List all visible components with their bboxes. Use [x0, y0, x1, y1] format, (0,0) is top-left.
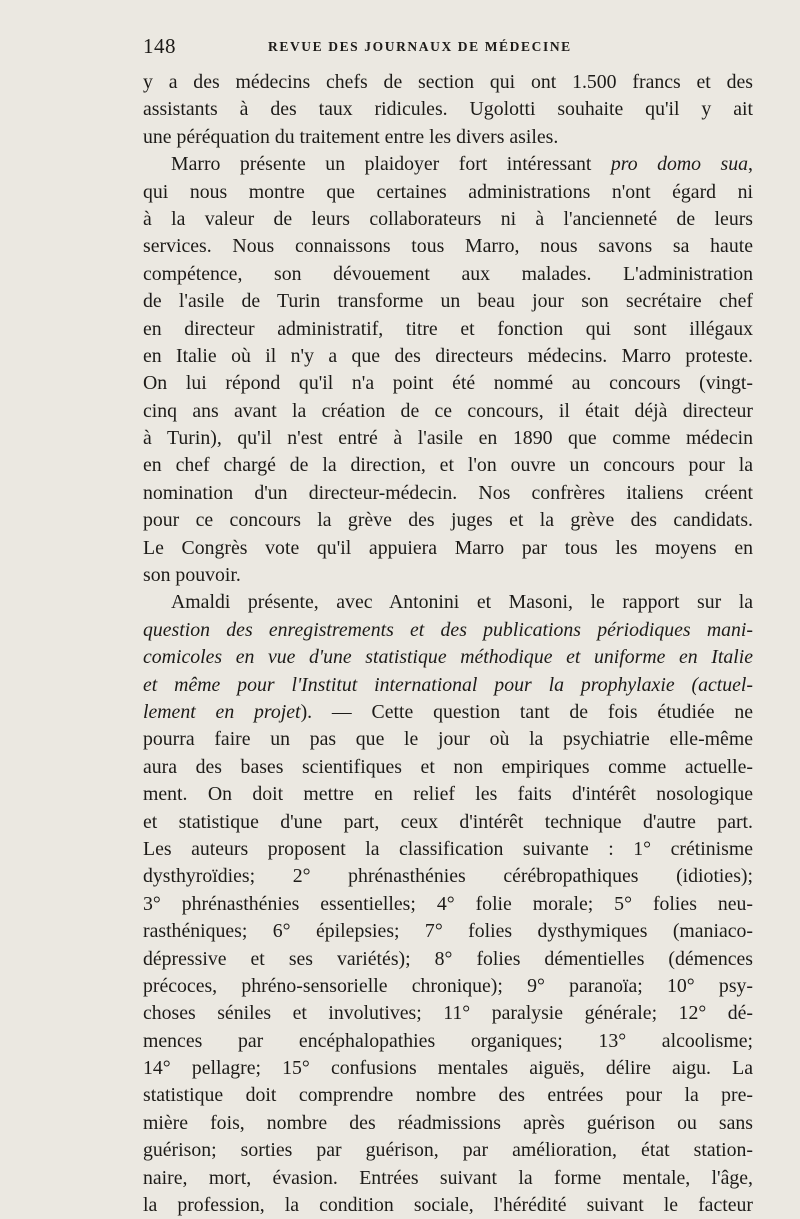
line-text: Les auteurs proposent la classification suivante : 1° crétinisme: [143, 837, 753, 860]
line-text: en chef chargé de la direction, et l'on ouvre un concours pour la: [143, 454, 753, 477]
page-header: [143, 34, 753, 62]
line-text: 3° phrénasthénies essentielles; 4° folie morale; 5° folies neu-: [143, 892, 753, 915]
text-line: [143, 206, 753, 233]
text-line: [143, 1000, 753, 1027]
page-number: 148: [143, 34, 176, 58]
text-line: [143, 480, 753, 507]
text-line: [143, 946, 753, 973]
line-text: en directeur administratif, titre et fonction qui sont illégaux: [143, 317, 753, 340]
text-line: [143, 617, 753, 644]
line-text: à Turin), qu'il n'est entré à l'asile en 1890 que comme médecin: [143, 427, 753, 450]
line-emphasis: pro domo sua: [610, 153, 749, 176]
line-text: choses séniles et involutives; 11° paralysie générale; 12° dé-: [143, 1002, 753, 1025]
line-text: la profession, la condition sociale, l'hérédité suivant le facteur: [143, 1194, 753, 1217]
text-line: [143, 644, 753, 671]
text-line: [143, 781, 753, 808]
text-line: [143, 96, 753, 123]
text-line: [143, 1110, 753, 1137]
line-text: guérison; sorties par guérison, par amélioration, état station-: [143, 1139, 753, 1162]
line-text: dépressive et ses variétés); 8° folies démentielles (démences: [143, 947, 753, 970]
text-line: [143, 343, 753, 370]
line-text-after: ). — Cette question tant de fois étudiée ne: [300, 700, 753, 723]
text-line: [143, 1165, 753, 1192]
text-line: [143, 672, 753, 699]
text-line: [143, 1137, 753, 1164]
text-line: [143, 151, 753, 178]
line-text: aura des bases scientifiques et non empiriques comme actuelle-: [143, 755, 753, 778]
text-line: [143, 562, 753, 589]
line-text: Amaldi présente, avec Antonini et Masoni, le rapport sur la: [171, 591, 753, 614]
line-text: en Italie où il n'y a que des directeurs médecins. Marro proteste.: [143, 344, 753, 367]
text-line: [143, 233, 753, 260]
line-text: de l'asile de Turin transforme un beau jour son secrétaire chef: [143, 290, 753, 313]
text-line: [143, 891, 753, 918]
text-line: [143, 1055, 753, 1082]
text-line: [143, 863, 753, 890]
text-line: [143, 452, 753, 479]
body-text: [143, 69, 753, 1219]
line-text: question des enregistrements et des publications périodiques mani-: [143, 618, 753, 641]
line-text: comicoles en vue d'une statistique méthodique et uniforme en Italie: [143, 646, 753, 669]
text-line: [143, 754, 753, 781]
line-text: ment. On doit mettre en relief les faits d'intérêt nosologique: [143, 783, 753, 806]
line-emphasis: lement en projet: [143, 700, 301, 723]
line-text: dysthyroïdies; 2° phrénasthénies cérébropathiques (idioties);: [143, 865, 753, 888]
line-text: naire, mort, évasion. Entrées suivant la forme mentale, l'âge,: [143, 1166, 753, 1189]
text-line: [143, 507, 753, 534]
text-line: [143, 973, 753, 1000]
line-text: nomination d'un directeur-médecin. Nos confrères italiens créent: [143, 481, 753, 504]
text-line: [143, 918, 753, 945]
text-line: [143, 370, 753, 397]
line-text: compétence, son dévouement aux malades. L'administration: [143, 262, 753, 285]
line-text: mière fois, nombre des réadmissions après guérison ou sans: [143, 1111, 753, 1134]
text-line: [143, 69, 753, 96]
running-head: REVUE DES JOURNAUX DE MÉDECINE: [268, 39, 572, 54]
text-line: [143, 124, 753, 151]
text-line: [143, 425, 753, 452]
line-text: cinq ans avant la création de ce concours, il était déjà directeur: [143, 399, 753, 422]
text-line: [143, 1082, 753, 1109]
line-text: statistique doit comprendre nombre des entrées pour la pre-: [143, 1084, 753, 1107]
line-text: et même pour l'Institut international pour la prophylaxie (actuel-: [143, 673, 753, 696]
line-text: précoces, phréno-sensorielle chronique); 9° paranoïa; 10° psy-: [143, 974, 753, 997]
text-line: [143, 589, 753, 616]
line-text: à la valeur de leurs collaborateurs ni à l'ancienneté de leurs: [143, 207, 753, 230]
text-line: [143, 1192, 753, 1219]
line-text: mences par encéphalopathies organiques; 13° alcoolisme;: [143, 1029, 753, 1052]
text-line: [143, 535, 753, 562]
text-line: [143, 288, 753, 315]
line-text: services. Nous connaissons tous Marro, nous savons sa haute: [143, 235, 753, 258]
line-text-after: ,: [748, 153, 753, 176]
line-text: y a des médecins chefs de section qui ont 1.500 francs et des: [143, 71, 753, 93]
line-text: et statistique d'une part, ceux d'intérêt technique d'autre part.: [143, 810, 753, 833]
line-text: Le Congrès vote qu'il appuiera Marro par tous les moyens en: [143, 536, 753, 559]
line-text: qui nous montre que certaines administrations n'ont égard ni: [143, 180, 753, 203]
line-text: pourra faire un pas que le jour où la psychiatrie elle-même: [143, 728, 753, 751]
text-line: [143, 316, 753, 343]
text-line: [143, 809, 753, 836]
text-line: [143, 261, 753, 288]
text-line: [143, 1028, 753, 1055]
text-line: [143, 836, 753, 863]
line-text: une péréquation du traitement entre les divers asiles.: [143, 125, 559, 148]
line-text: pour ce concours la grève des juges et la grève des candidats.: [143, 509, 753, 532]
line-text: 14° pellagre; 15° confusions mentales aiguës, délire aigu. La: [143, 1057, 753, 1080]
line-text: son pouvoir.: [143, 564, 241, 587]
line-text: assistants à des taux ridicules. Ugolotti souhaite qu'il y ait: [143, 98, 753, 121]
line-text: rasthéniques; 6° épilepsies; 7° folies dysthymiques (maniaco-: [143, 920, 753, 943]
text-line: [143, 398, 753, 425]
line-text: On lui répond qu'il n'a point été nommé au concours (vingt-: [143, 372, 753, 395]
line-text: Marro présente un plaidoyer fort intéressant: [171, 153, 611, 176]
text-line: [143, 179, 753, 206]
text-line: [143, 699, 753, 726]
text-line: [143, 726, 753, 753]
